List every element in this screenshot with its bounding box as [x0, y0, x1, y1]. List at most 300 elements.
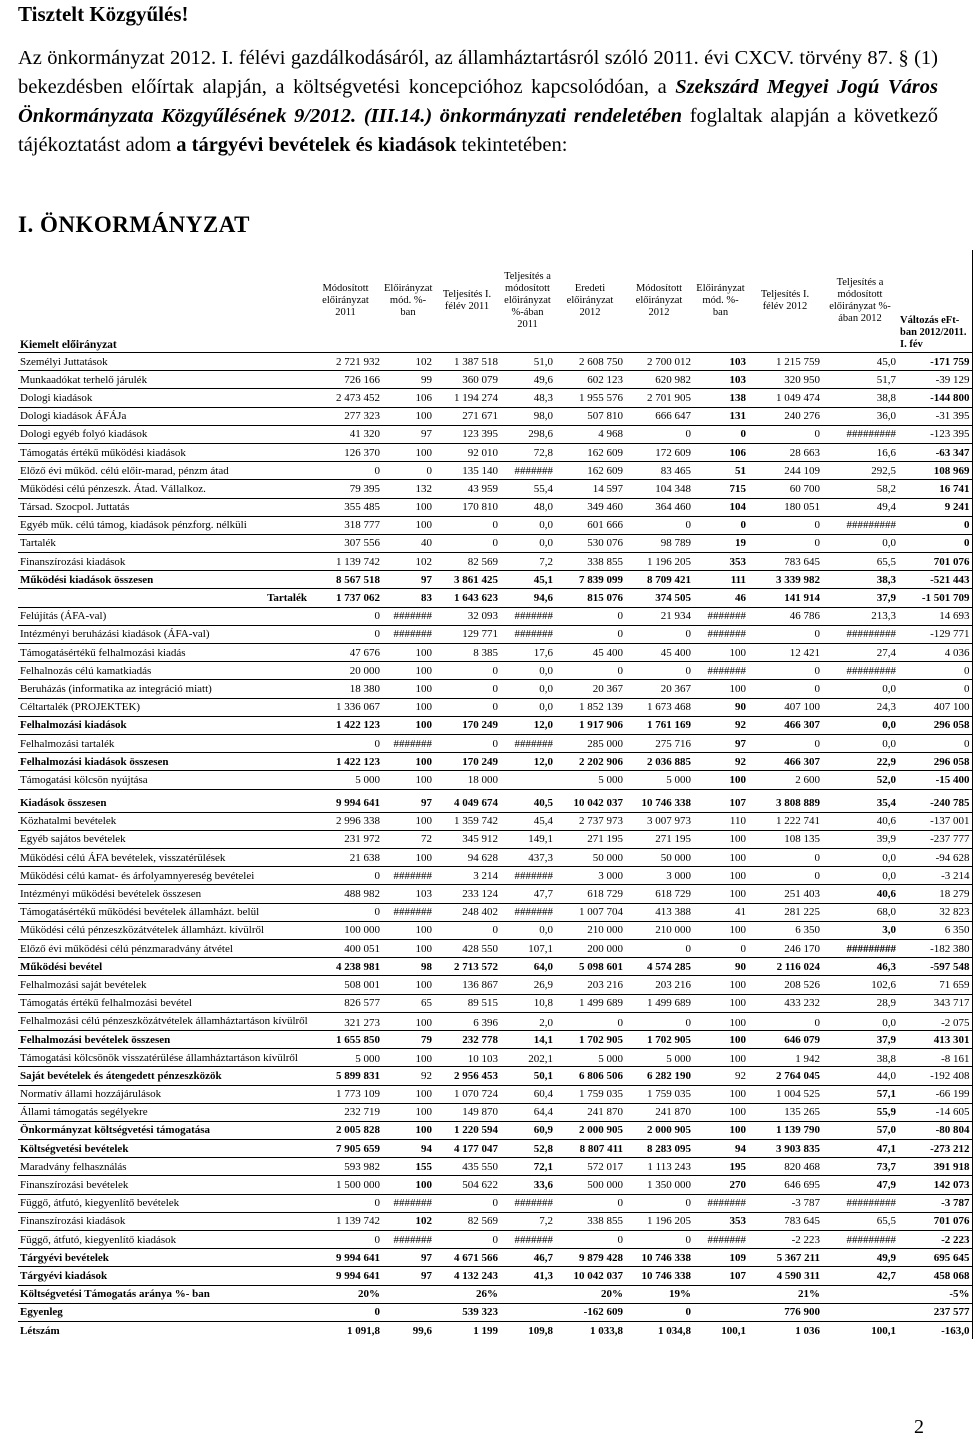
- table-cell: 162 609: [555, 443, 625, 461]
- table-cell: 100: [382, 1103, 434, 1121]
- table-cell: 0: [625, 940, 693, 958]
- table-cell: 99,6: [382, 1321, 434, 1339]
- row-label: Működési célú pénzeszközátvételek államházt. kívülről: [18, 921, 309, 939]
- table-cell: 100: [693, 849, 748, 867]
- table-cell: 232 719: [309, 1103, 382, 1121]
- table-cell: 620 982: [625, 371, 693, 389]
- table-row: [18, 1012, 972, 1030]
- row-label: Függő, átfutó, kiegyenlítő bevételek: [18, 1194, 309, 1212]
- table-cell: #######: [382, 867, 434, 885]
- table-row: [18, 830, 972, 848]
- table-cell: 47 676: [309, 644, 382, 662]
- row-label: Dologi egyéb folyó kiadások: [18, 425, 309, 443]
- table-cell: -94 628: [898, 849, 972, 867]
- table-cell: 321 273: [309, 1012, 382, 1030]
- table-cell: 0,0: [822, 534, 898, 552]
- table-cell: 6 282 190: [625, 1067, 693, 1085]
- table-cell: 3 000: [555, 867, 625, 885]
- table-cell: 149 870: [434, 1103, 500, 1121]
- table-cell: -123 395: [898, 425, 972, 443]
- table-cell: 65,5: [822, 1212, 898, 1230]
- row-label: Felhalmozási kiadások: [18, 716, 309, 734]
- table-header-row: [18, 250, 972, 353]
- table-cell: 0: [748, 680, 822, 698]
- table-cell: 3 861 425: [434, 571, 500, 589]
- table-row: [18, 516, 972, 534]
- table-cell: 0: [625, 625, 693, 643]
- table-cell: 92: [693, 753, 748, 771]
- table-cell: 0: [898, 734, 972, 752]
- table-cell: 72,8: [500, 443, 555, 461]
- table-cell: -129 771: [898, 625, 972, 643]
- table-cell: 2 000 905: [555, 1121, 625, 1139]
- table-row: [18, 771, 972, 789]
- table-cell: -182 380: [898, 940, 972, 958]
- table-cell: 92: [693, 716, 748, 734]
- table-cell: 0: [434, 698, 500, 716]
- table-cell: 9 879 428: [555, 1249, 625, 1267]
- table-cell: [693, 1303, 748, 1321]
- table-cell: 39,9: [822, 830, 898, 848]
- table-cell: 35,4: [822, 789, 898, 812]
- table-cell: 109: [693, 1249, 748, 1267]
- table-row: [18, 1176, 972, 1194]
- table-cell: 9 994 641: [309, 789, 382, 812]
- table-cell: 0,0: [822, 716, 898, 734]
- table-cell: 102: [382, 553, 434, 571]
- table-cell: 3 808 889: [748, 789, 822, 812]
- table-cell: 100: [382, 921, 434, 939]
- table-cell: 10 746 338: [625, 1267, 693, 1285]
- table-cell: 131: [693, 407, 748, 425]
- column-header: Eredeti előirányzat 2012: [566, 283, 614, 318]
- table-row: [18, 1158, 972, 1176]
- table-row: [18, 371, 972, 389]
- table-cell: 107,1: [500, 940, 555, 958]
- table-cell: 413 388: [625, 903, 693, 921]
- table-cell: 602 123: [555, 371, 625, 389]
- row-label: Személyi Juttatások: [18, 353, 309, 371]
- table-cell: 292,5: [822, 462, 898, 480]
- table-cell: 126 370: [309, 443, 382, 461]
- table-cell: 202,1: [500, 1049, 555, 1067]
- intro-text-4: a tárgyévi bevételek és kiadások: [176, 134, 457, 156]
- table-cell: 2 956 453: [434, 1067, 500, 1085]
- table-cell: 0: [555, 625, 625, 643]
- table-row: [18, 680, 972, 698]
- table-cell: 4 177 047: [434, 1140, 500, 1158]
- row-label: Működési kiadások összesen: [18, 571, 309, 589]
- table-cell: 21 638: [309, 849, 382, 867]
- table-cell: 8 567 518: [309, 571, 382, 589]
- table-cell: 41 320: [309, 425, 382, 443]
- row-label: Beruházás (informatika az integráció miatt): [18, 680, 309, 698]
- table-cell: 0,0: [822, 849, 898, 867]
- table-cell: 1 113 243: [625, 1158, 693, 1176]
- table-cell: 1 350 000: [625, 1176, 693, 1194]
- row-label: Felhalnozás célú kamatkiadás: [18, 662, 309, 680]
- table-row: [18, 389, 972, 407]
- table-cell: 49,9: [822, 1249, 898, 1267]
- table-cell: 1 759 035: [555, 1085, 625, 1103]
- table-cell: 7,2: [500, 553, 555, 571]
- table-cell: 94,6: [500, 589, 555, 607]
- table-cell: 46 786: [748, 607, 822, 625]
- table-cell: 466 307: [748, 716, 822, 734]
- table-cell: 100: [382, 812, 434, 830]
- table-cell: #######: [500, 903, 555, 921]
- table-cell: 12,0: [500, 753, 555, 771]
- table-cell: 320 950: [748, 371, 822, 389]
- table-cell: 200 000: [555, 940, 625, 958]
- table-cell: #######: [382, 1194, 434, 1212]
- table-cell: 0: [625, 662, 693, 680]
- row-label: Egyéb műk. célú támog, kiadások pénzforg. nélküli: [18, 516, 309, 534]
- column-header: Teljesítés a módosított előirányzat %-ában 2011: [504, 271, 551, 330]
- table-cell: 55,9: [822, 1103, 898, 1121]
- table-cell: 43 959: [434, 480, 500, 498]
- table-cell: 68,0: [822, 903, 898, 921]
- table-row: [18, 1231, 972, 1249]
- table-cell: 40: [382, 534, 434, 552]
- table-cell: 2 713 572: [434, 958, 500, 976]
- row-label: Függő, átfutó, kiegyenlítő kiadások: [18, 1231, 309, 1249]
- row-label: Tartalék: [18, 589, 309, 607]
- table-cell: 296 058: [898, 753, 972, 771]
- table-row: [18, 553, 972, 571]
- table-row: [18, 625, 972, 643]
- table-row: [18, 994, 972, 1012]
- table-cell: 1 091,8: [309, 1321, 382, 1339]
- table-cell: 41,3: [500, 1267, 555, 1285]
- table-cell: 0,0: [500, 921, 555, 939]
- row-label: Önkormányzat költségvetési támogatása: [18, 1121, 309, 1139]
- table-cell: 40,5: [500, 789, 555, 812]
- table-cell: 102: [382, 1212, 434, 1230]
- table-cell: 271 671: [434, 407, 500, 425]
- table-cell: 83 465: [625, 462, 693, 480]
- table-cell: 0: [898, 662, 972, 680]
- table-cell: -240 785: [898, 789, 972, 812]
- table-row: [18, 534, 972, 552]
- table-cell: 2 036 885: [625, 753, 693, 771]
- table-cell: 100: [693, 1012, 748, 1030]
- table-row: [18, 1267, 972, 1285]
- table-cell: 45 400: [555, 644, 625, 662]
- table-row: [18, 1067, 972, 1085]
- table-cell: 100: [693, 976, 748, 994]
- row-label: Céltartalék (PROJEKTEK): [18, 698, 309, 716]
- table-cell: 0,0: [500, 662, 555, 680]
- table-cell: #######: [693, 607, 748, 625]
- table-row: [18, 812, 972, 830]
- table-cell: #######: [382, 1231, 434, 1249]
- table-cell: 508 001: [309, 976, 382, 994]
- table-cell: 104: [693, 498, 748, 516]
- table-cell: 2 721 932: [309, 353, 382, 371]
- table-cell: 1 070 724: [434, 1085, 500, 1103]
- row-label: Finanszírozási bevételek: [18, 1176, 309, 1194]
- table-cell: 407 100: [748, 698, 822, 716]
- table-cell: 8 283 095: [625, 1140, 693, 1158]
- table-cell: 237 577: [898, 1303, 972, 1321]
- row-label: Saját bevételek és átengedett pénzeszközök: [18, 1067, 309, 1085]
- table-cell: 353: [693, 553, 748, 571]
- table-cell: -171 759: [898, 353, 972, 371]
- table-cell: 1 196 205: [625, 1212, 693, 1230]
- table-cell: 7 905 659: [309, 1140, 382, 1158]
- table-cell: #######: [693, 662, 748, 680]
- table-cell: 100: [382, 849, 434, 867]
- table-cell: 0: [382, 462, 434, 480]
- table-cell: -3 787: [898, 1194, 972, 1212]
- table-cell: 0: [434, 680, 500, 698]
- table-cell: 391 918: [898, 1158, 972, 1176]
- table-cell: 100: [382, 1049, 434, 1067]
- table-row: [18, 1085, 972, 1103]
- table-cell: 271 195: [555, 830, 625, 848]
- table-cell: [382, 1285, 434, 1303]
- table-cell: 0: [309, 903, 382, 921]
- table-cell: 45,0: [822, 353, 898, 371]
- table-cell: -39 129: [898, 371, 972, 389]
- table-cell: 100: [693, 1049, 748, 1067]
- table-cell: 1 643 623: [434, 589, 500, 607]
- row-label: Előző évi működ. célú előir-marad, pénzm átad: [18, 462, 309, 480]
- table-row: [18, 1030, 972, 1048]
- table-cell: 135 265: [748, 1103, 822, 1121]
- table-cell: 90: [693, 698, 748, 716]
- table-cell: 0: [555, 1231, 625, 1249]
- table-cell: 0: [309, 734, 382, 752]
- table-cell: -63 347: [898, 443, 972, 461]
- table-cell: -15 400: [898, 771, 972, 789]
- row-label: Finanszírozási kiadások: [18, 553, 309, 571]
- table-cell: 138: [693, 389, 748, 407]
- table-cell: 37,9: [822, 1030, 898, 1048]
- table-cell: 27,4: [822, 644, 898, 662]
- table-cell: 208 526: [748, 976, 822, 994]
- table-cell: -14 605: [898, 1103, 972, 1121]
- table-cell: 6 350: [748, 921, 822, 939]
- column-header: Kiemelt előirányzat: [20, 339, 117, 351]
- table-cell: 100: [693, 1103, 748, 1121]
- table-cell: 0: [309, 1194, 382, 1212]
- table-cell: 149,1: [500, 830, 555, 848]
- row-label: Támogatási kölcsön nyújtása: [18, 771, 309, 789]
- table-cell: 5 000: [555, 1049, 625, 1067]
- table-cell: 38,8: [822, 1049, 898, 1067]
- table-cell: 100: [382, 644, 434, 662]
- table-cell: 2 600: [748, 771, 822, 789]
- table-cell: 213,3: [822, 607, 898, 625]
- row-label: Felhalmozási kiadások összesen: [18, 753, 309, 771]
- table-cell: 666 647: [625, 407, 693, 425]
- row-label: Támogatásértékű működési bevételek államházt. belül: [18, 903, 309, 921]
- row-label: Működési célú pénzeszk. Átad. Vállalkoz.: [18, 480, 309, 498]
- table-cell: 100: [382, 1085, 434, 1103]
- table-cell: #######: [500, 1194, 555, 1212]
- table-cell: 210 000: [625, 921, 693, 939]
- table-cell: 8 709 421: [625, 571, 693, 589]
- table-cell: 51,0: [500, 353, 555, 371]
- table-cell: 10 042 037: [555, 789, 625, 812]
- row-label: Tartalék: [18, 534, 309, 552]
- table-cell: -3 787: [748, 1194, 822, 1212]
- table-cell: 2 608 750: [555, 353, 625, 371]
- table-cell: 106: [382, 389, 434, 407]
- table-cell: 1 737 062: [309, 589, 382, 607]
- table-cell: -144 800: [898, 389, 972, 407]
- table-cell: 1 761 169: [625, 716, 693, 734]
- table-cell: 701 076: [898, 553, 972, 571]
- table-cell: 100 000: [309, 921, 382, 939]
- table-cell: 9 241: [898, 498, 972, 516]
- table-cell: 0: [434, 516, 500, 534]
- table-cell: 241 870: [555, 1103, 625, 1121]
- table-cell: 14 597: [555, 480, 625, 498]
- table-cell: 14 693: [898, 607, 972, 625]
- table-cell: 1 673 468: [625, 698, 693, 716]
- table-cell: 3 903 835: [748, 1140, 822, 1158]
- table-cell: 0: [748, 734, 822, 752]
- table-cell: 6 350: [898, 921, 972, 939]
- table-cell: 0,0: [822, 867, 898, 885]
- table-cell: 1 007 704: [555, 903, 625, 921]
- table-cell: 407 100: [898, 698, 972, 716]
- table-cell: 1 336 067: [309, 698, 382, 716]
- table-cell: 3 339 982: [748, 571, 822, 589]
- row-label: Intézményi működési bevételek összesen: [18, 885, 309, 903]
- table-cell: 0: [434, 921, 500, 939]
- table-cell: 618 729: [555, 885, 625, 903]
- table-cell: 0: [434, 734, 500, 752]
- table-cell: 277 323: [309, 407, 382, 425]
- table-cell: 428 550: [434, 940, 500, 958]
- table-cell: 46,7: [500, 1249, 555, 1267]
- table-cell: -237 777: [898, 830, 972, 848]
- table-cell: 4 036: [898, 644, 972, 662]
- table-cell: -2 223: [748, 1231, 822, 1249]
- table-cell: 2 473 452: [309, 389, 382, 407]
- column-header: Változás eFt-ban 2012/2011. I. fév: [898, 250, 972, 353]
- table-cell: 1 773 109: [309, 1085, 382, 1103]
- table-cell: 100: [382, 753, 434, 771]
- table-cell: 49,4: [822, 498, 898, 516]
- table-cell: 0: [625, 425, 693, 443]
- table-cell: 65: [382, 994, 434, 1012]
- table-cell: 52,0: [822, 771, 898, 789]
- table-cell: 45,4: [500, 812, 555, 830]
- table-cell: 60 700: [748, 480, 822, 498]
- row-label: Költségvetési Támogatás aránya %- ban: [18, 1285, 309, 1303]
- table-cell: 64,4: [500, 1103, 555, 1121]
- table-cell: 45,1: [500, 571, 555, 589]
- table-cell: 58,2: [822, 480, 898, 498]
- table-cell: 1 702 905: [625, 1030, 693, 1048]
- table-cell: #########: [822, 1231, 898, 1249]
- table-cell: 646 079: [748, 1030, 822, 1048]
- table-cell: -8 161: [898, 1049, 972, 1067]
- table-cell: 826 577: [309, 994, 382, 1012]
- table-cell: 3 214: [434, 867, 500, 885]
- table-cell: 0: [555, 1012, 625, 1030]
- table-cell: 7,2: [500, 1212, 555, 1230]
- table-cell: 50 000: [555, 849, 625, 867]
- table-cell: 92: [693, 1067, 748, 1085]
- table-cell: 20%: [309, 1285, 382, 1303]
- table-cell: 100: [382, 1121, 434, 1139]
- table-row: [18, 734, 972, 752]
- row-label: Támogatás értékű működési kiadások: [18, 443, 309, 461]
- table-cell: 100: [693, 994, 748, 1012]
- table-cell: 0: [748, 425, 822, 443]
- table-cell: 103: [693, 371, 748, 389]
- row-label: Felhalmozási tartalék: [18, 734, 309, 752]
- table-cell: 466 307: [748, 753, 822, 771]
- table-cell: 4 590 311: [748, 1267, 822, 1285]
- table-row: [18, 480, 972, 498]
- column-header: Teljesítés I. félév 2012: [760, 289, 810, 312]
- table-cell: #######: [500, 1231, 555, 1249]
- row-label: Intézményi beruházási kiadások (ÁFA-val): [18, 625, 309, 643]
- table-cell: 1 942: [748, 1049, 822, 1067]
- table-cell: 92 010: [434, 443, 500, 461]
- intro-text-1: Az önkormányzat 2012. I. félévi gazdálkodásáról, az államháztartásról szóló 2011. évi CXCV. törvény 87. § (1) bekezdésben előírtak alapján, a költségvetési koncepcióhoz kapcsolódóan, a: [18, 47, 938, 98]
- table-row: [18, 958, 972, 976]
- table-cell: 0: [748, 1012, 822, 1030]
- table-cell: 233 124: [434, 885, 500, 903]
- table-cell: 6 396: [434, 1012, 500, 1030]
- table-cell: 1 199: [434, 1321, 500, 1339]
- table-cell: 815 076: [555, 589, 625, 607]
- table-cell: #######: [382, 734, 434, 752]
- table-cell: 275 716: [625, 734, 693, 752]
- table-cell: 20%: [555, 1285, 625, 1303]
- table-cell: 41: [693, 903, 748, 921]
- table-cell: 0: [748, 534, 822, 552]
- table-cell: 20 000: [309, 662, 382, 680]
- table-cell: #########: [822, 940, 898, 958]
- table-cell: 5 000: [309, 771, 382, 789]
- table-cell: 0: [898, 516, 972, 534]
- table-cell: 726 166: [309, 371, 382, 389]
- table-cell: 10 746 338: [625, 789, 693, 812]
- table-cell: 60,9: [500, 1121, 555, 1139]
- table-cell: 111: [693, 571, 748, 589]
- table-cell: #######: [693, 1194, 748, 1212]
- table-cell: 1 852 139: [555, 698, 625, 716]
- table-cell: 3 007 973: [625, 812, 693, 830]
- table-cell: 248 402: [434, 903, 500, 921]
- table-cell: 47,7: [500, 885, 555, 903]
- table-cell: 203 216: [555, 976, 625, 994]
- row-label: Finanszírozási kiadások: [18, 1212, 309, 1230]
- table-cell: 1 359 742: [434, 812, 500, 830]
- table-cell: 715: [693, 480, 748, 498]
- table-cell: 89 515: [434, 994, 500, 1012]
- table-cell: 170 249: [434, 753, 500, 771]
- table-cell: #######: [500, 625, 555, 643]
- table-row: [18, 1285, 972, 1303]
- table-cell: 10,8: [500, 994, 555, 1012]
- table-row: [18, 443, 972, 461]
- table-cell: 1 139 742: [309, 1212, 382, 1230]
- table-cell: 240 276: [748, 407, 822, 425]
- table-cell: 100: [693, 771, 748, 789]
- table-cell: 33,6: [500, 1176, 555, 1194]
- table-cell: -31 395: [898, 407, 972, 425]
